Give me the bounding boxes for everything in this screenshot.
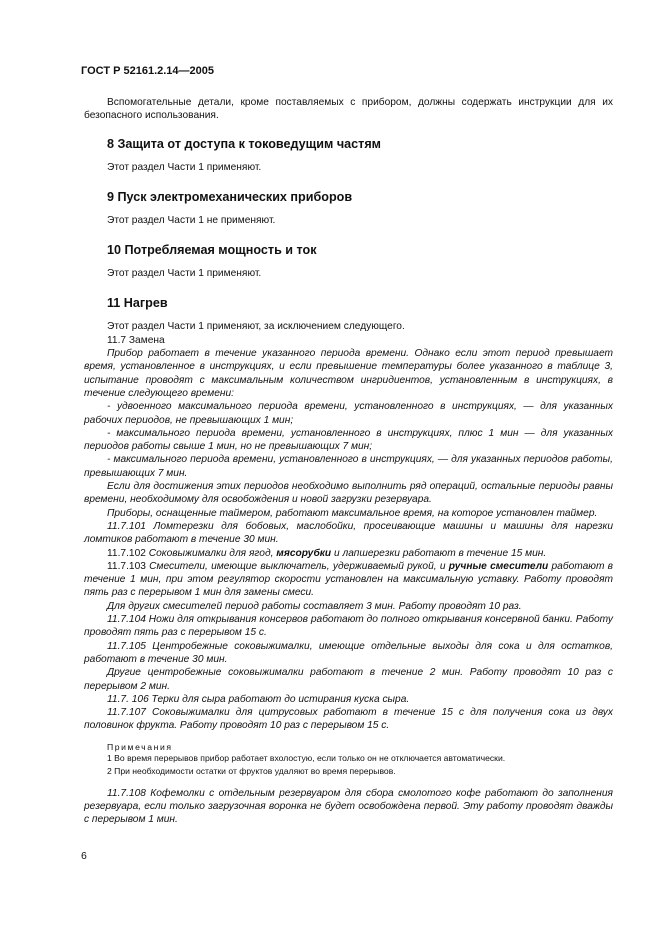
section-10-title: 10 Потребляемая мощность и ток bbox=[107, 243, 317, 258]
paragraph: Другие центробежные соковыжималки работают в течение 2 мин. Работу проводят 10 раз с перерывом 2 мин. bbox=[84, 667, 613, 692]
section-8-title: 8 Защита от доступа к токоведущим частям bbox=[107, 136, 381, 151]
note-item: 1 Во время перерывов прибор работает вхолостую, если только он не отключается автоматически. bbox=[107, 752, 506, 763]
clause-number: 11.7.102 bbox=[107, 547, 149, 559]
paragraph: 11.7.101 Ломтерезки для бобовых, маслобойки, просеивающие машины и машины для нарезки ломтиков работают в течение 30 мин. bbox=[84, 520, 613, 546]
clause-11-7: 11.7 Замена bbox=[107, 334, 165, 346]
paragraph: - удвоенного максимального периода времени, установленного в инструкциях, — для указанных рабочих периодов, не превышающих 1 мин; bbox=[84, 401, 613, 426]
section-9-title: 9 Пуск электромеханических приборов bbox=[107, 189, 353, 204]
document-header: ГОСТ Р 52161.2.14—2005 bbox=[81, 65, 215, 77]
emphasis: ручные смесители bbox=[448, 560, 549, 572]
notes-title: Примечания bbox=[107, 741, 173, 752]
paragraph: 11.7. 106 Терки для сыра работают до истирания куска сыра. bbox=[107, 693, 410, 705]
note-item: 2 При необходимости остатки от фруктов удаляют во время перерывов. bbox=[107, 765, 396, 776]
paragraph: Приборы, оснащенные таймером, работают максимальное время, на которое установлен таймер. bbox=[107, 507, 598, 519]
clause-11-7-102 bbox=[84, 547, 613, 560]
clause-text: Смесители, имеющие выключатель, удерживаемый рукой, и bbox=[149, 560, 449, 572]
paragraph: Для других смесителей период работы составляет 3 мин. Работу проводят 10 раз. bbox=[107, 600, 522, 612]
clause-number: 11.7.103 bbox=[107, 560, 150, 572]
clause-text: работают в течение 1 мин, при этом регулятор скорости установлен на максимальную уставку. Работу проводят пять раз с перерывом 1 мин для замены смеси. bbox=[84, 560, 614, 599]
intro-paragraph: Вспомогательные детали, кроме поставляемых с прибором, должны содержать инструкции для их безопасного использования. bbox=[84, 97, 613, 122]
clause-11-7-103 bbox=[84, 560, 613, 600]
paragraph: Прибор работает в течение указанного периода времени. Однако если этот период превышает время, установленное в инструкциях, и если превышение температуры более указанного в таблице 3, испытание проводят с максимальным количеством ингридиентов, установленным в инструкциях, в течение следующего времени: bbox=[84, 348, 613, 399]
clause-11-7-108: 11.7.108 Кофемолки с отдельным резервуаром для сбора смолотого кофе работают до заполнения резервуара, если только загрузочная воронка не будет освобождена первой. Эту работу проводят дважды с перерывом 1 мин. bbox=[84, 787, 613, 826]
paragraph: - максимального периода времени, установленного в инструкциях, — для указанных периодов работы, превышающих 7 мин. bbox=[84, 454, 613, 479]
paragraph: 11.7.107 Соковыжималки для цитрусовых работают в течение 15 с для получения сока из двух половинок фрукта. Работу проводят 10 раз с перерывом 15 с. bbox=[84, 707, 613, 732]
paragraph: 11.7.104 Ножи для открывания консервов работают до полного открывания консервной банки. Работу проводят пять раз с перерывом 15 с. bbox=[84, 614, 613, 639]
clause-text: и лапшерезки работают в течение 15 мин. bbox=[331, 547, 547, 559]
section-11-title: 11 Нагрев bbox=[107, 296, 168, 311]
paragraph: 11.7.105 Центробежные соковыжималки, имеющие отдельные выходы для сока и для остатков, работают в течение 30 мин. bbox=[84, 640, 613, 665]
paragraph: - максимального периода времени, установленного в инструкциях, плюс 1 мин — для указанных периодов работы свыше 1 мин, но не превышающих 7 мин; bbox=[84, 427, 613, 453]
document-body bbox=[84, 96, 613, 827]
page-number: 6 bbox=[81, 850, 87, 862]
section-9-text: Этот раздел Части 1 не применяют. bbox=[107, 214, 276, 226]
section-8-text: Этот раздел Части 1 применяют. bbox=[107, 161, 262, 173]
section-10-text: Этот раздел Части 1 применяют. bbox=[107, 268, 262, 280]
section-11-text: Этот раздел Части 1 применяют, за исключением следующего. bbox=[107, 321, 405, 333]
clause-text: Соковыжималки для ягод, bbox=[148, 547, 277, 559]
paragraph: Если для достижения этих периодов необходимо выполнить ряд операций, остальные периоды равны времени, необходимому для освобождения и новой загрузки резервуара. bbox=[84, 481, 613, 506]
emphasis: мясорубки bbox=[276, 547, 332, 559]
